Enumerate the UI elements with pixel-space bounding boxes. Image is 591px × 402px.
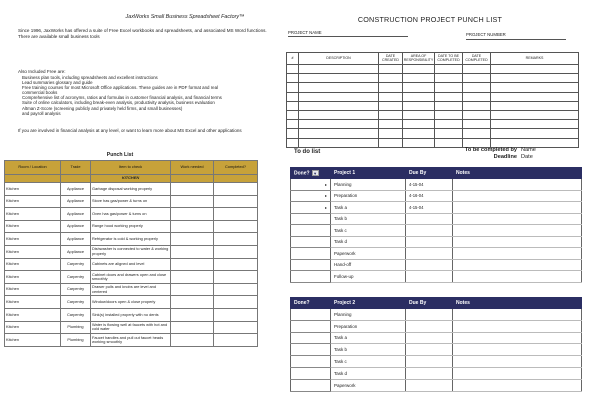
cell[interactable] [299, 65, 379, 74]
header-room-location: Room / Location [5, 161, 61, 175]
due-cell[interactable] [406, 248, 453, 260]
construction-title: CONSTRUCTION PROJECT PUNCH LIST [357, 15, 503, 24]
cell[interactable] [299, 120, 379, 129]
list-item [291, 379, 582, 391]
done-cell[interactable] [291, 259, 331, 271]
filter-dropdown-icon[interactable]: ▼ [313, 170, 318, 176]
project-number-field[interactable] [466, 39, 566, 40]
cell-room: Kitchen [5, 233, 61, 246]
punch-list-body [5, 175, 258, 347]
cell-completed[interactable] [214, 245, 258, 258]
cell-completed[interactable] [214, 258, 258, 271]
construction-body [287, 65, 579, 148]
header-done[interactable] [291, 168, 331, 179]
done-cell[interactable] [291, 179, 331, 191]
completed-by-value[interactable]: Name [521, 147, 536, 153]
section-spacer [5, 175, 61, 183]
cell-trade: Appliance [61, 195, 91, 208]
cell-room: Kitchen [5, 321, 61, 334]
done-cell[interactable] [291, 367, 331, 379]
free-item: commercial books [22, 90, 58, 96]
free-item: Comprehensive list of acronyms, ratios and formulas in customer financial analysis, and financial terms [22, 95, 222, 101]
list-item [291, 320, 582, 332]
cell-work-needed[interactable] [171, 308, 214, 321]
header-done: Done? [291, 298, 331, 309]
table-row [287, 129, 579, 138]
cell[interactable] [403, 83, 435, 92]
cell[interactable] [287, 65, 299, 74]
cell[interactable] [403, 92, 435, 101]
cell[interactable] [435, 101, 463, 110]
cell[interactable] [379, 74, 403, 83]
due-cell[interactable] [406, 356, 453, 368]
cell-item: Range hood working properly [91, 220, 171, 233]
cell[interactable] [491, 138, 579, 147]
header-due-by: Due By [406, 168, 453, 179]
task-cell: Task a [331, 332, 406, 344]
due-cell[interactable] [406, 344, 453, 356]
free-item: and payroll analysis [22, 110, 61, 116]
cell-work-needed[interactable] [171, 220, 214, 233]
table-row [287, 65, 579, 74]
header-number: # [287, 53, 299, 65]
task-cell: Task c [331, 225, 406, 237]
cell-trade: Carpentry [61, 283, 91, 296]
notes-cell[interactable] [453, 367, 582, 379]
header-date-completed: DATE COMPLETED [463, 53, 491, 65]
cell[interactable] [379, 101, 403, 110]
done-cell[interactable] [291, 213, 331, 225]
cell[interactable] [379, 129, 403, 138]
cell[interactable] [463, 138, 491, 147]
cell-item: Window/doors open & close properly [91, 296, 171, 309]
section-spacer [61, 175, 91, 183]
cell[interactable] [435, 138, 463, 147]
task-cell: Task a [331, 202, 406, 214]
cell-room: Kitchen [5, 195, 61, 208]
task-cell: Task c [331, 356, 406, 368]
todo-title: To do list [294, 149, 321, 155]
cell-room: Kitchen [5, 296, 61, 309]
table-row [5, 271, 258, 284]
punch-list-table [4, 160, 258, 347]
notes-cell[interactable] [453, 236, 582, 248]
cell[interactable] [491, 101, 579, 110]
cell[interactable] [463, 74, 491, 83]
table-row [5, 195, 258, 208]
punch-list-title: Punch List [106, 152, 134, 158]
done-cell[interactable] [291, 379, 331, 391]
cell-work-needed[interactable] [171, 296, 214, 309]
header-trade: Trade [61, 161, 91, 175]
cell[interactable] [435, 92, 463, 101]
intro-title: JaxWorks Small Business Spreadsheet Factory™ [125, 14, 245, 20]
notes-cell[interactable] [453, 259, 582, 271]
cell-item: Oven has gas/power & turns on [91, 208, 171, 221]
header-date-to-be-completed: DATE TO BE COMPLETED [435, 53, 463, 65]
task-cell: Follow-up [331, 271, 406, 283]
cell-trade: Carpentry [61, 308, 91, 321]
cell-item: Dishwasher is connected to water & working properly [91, 245, 171, 258]
cell-completed[interactable] [214, 271, 258, 284]
cell[interactable] [435, 110, 463, 119]
list-item [291, 225, 582, 237]
cell-item: Cabinet doors and drawers open and close smoothly [91, 271, 171, 284]
done-cell[interactable] [291, 190, 331, 202]
list-item [291, 259, 582, 271]
section-label: KITCHEN [91, 175, 171, 183]
table-row [287, 110, 579, 119]
cell[interactable] [463, 65, 491, 74]
notes-cell[interactable] [453, 179, 582, 191]
free-items-list [22, 75, 272, 116]
cell[interactable] [379, 120, 403, 129]
done-cell[interactable] [291, 248, 331, 260]
cell-item: Sink(s) installed properly with no dents [91, 308, 171, 321]
cell-item: Water is flowing well at faucets with hot and cold water [91, 321, 171, 334]
task-cell: Planning [331, 309, 406, 321]
cell-trade: Plumbing [61, 334, 91, 347]
header-project: Project 2 [331, 298, 406, 309]
task-cell: Paperwork [331, 379, 406, 391]
cell-item: Refrigerator is cold & working properly [91, 233, 171, 246]
cell-work-needed[interactable] [171, 334, 214, 347]
task-cell: Task d [331, 367, 406, 379]
table-row [287, 83, 579, 92]
due-cell[interactable] [406, 379, 453, 391]
cell-completed[interactable] [214, 183, 258, 196]
cell-completed[interactable] [214, 296, 258, 309]
done-cell[interactable] [291, 344, 331, 356]
notes-cell[interactable] [453, 309, 582, 321]
table-row [5, 208, 258, 221]
cell[interactable] [299, 129, 379, 138]
cell-completed[interactable] [214, 195, 258, 208]
cell[interactable] [403, 65, 435, 74]
notes-cell[interactable] [453, 202, 582, 214]
cell[interactable] [403, 74, 435, 83]
cell-work-needed[interactable] [171, 233, 214, 246]
cell[interactable] [435, 74, 463, 83]
done-cell[interactable] [291, 320, 331, 332]
done-cell[interactable] [291, 271, 331, 283]
cell-item: Cabinets are aligned and level [91, 258, 171, 271]
cell[interactable] [403, 101, 435, 110]
todo-body-project-2 [291, 309, 582, 392]
cell[interactable] [379, 138, 403, 147]
header-remarks: REMARKS [491, 53, 579, 65]
table-row [287, 74, 579, 83]
cell-room: Kitchen [5, 220, 61, 233]
cell[interactable] [463, 101, 491, 110]
notes-cell[interactable] [453, 379, 582, 391]
header-description: DESCRIPTION [299, 53, 379, 65]
notes-cell[interactable] [453, 213, 582, 225]
cell[interactable] [287, 92, 299, 101]
due-cell[interactable] [406, 367, 453, 379]
table-row [287, 120, 579, 129]
cell-work-needed[interactable] [171, 208, 214, 221]
cell-completed[interactable] [214, 308, 258, 321]
cell-completed[interactable] [214, 220, 258, 233]
due-cell[interactable]: 4-16-04 [406, 190, 453, 202]
cell-work-needed[interactable] [171, 321, 214, 334]
free-item: Altman Z-Score (screening publicly and privately held firms, and small businesses) [22, 105, 183, 111]
list-item [291, 356, 582, 368]
cell[interactable] [491, 83, 579, 92]
cell[interactable] [287, 120, 299, 129]
list-item [291, 213, 582, 225]
cell[interactable] [287, 110, 299, 119]
cell[interactable] [379, 110, 403, 119]
deadline-value[interactable]: Date [521, 154, 533, 160]
header-notes: Notes [453, 298, 582, 309]
table-row [5, 220, 258, 233]
row-marker-icon: ▸ [324, 181, 327, 187]
notes-cell[interactable] [453, 344, 582, 356]
cell-work-needed[interactable] [171, 183, 214, 196]
project-name-label: PROJECT NAME [288, 30, 322, 35]
notes-cell[interactable] [453, 332, 582, 344]
cell-completed[interactable] [214, 233, 258, 246]
cell[interactable] [463, 110, 491, 119]
free-item: Business plan tools, including spreadsheets and excellent instructions [22, 75, 158, 80]
todo-header-row [291, 168, 582, 179]
due-cell[interactable] [406, 259, 453, 271]
due-cell[interactable]: 4-15-04 [406, 179, 453, 191]
cell[interactable] [299, 110, 379, 119]
done-cell[interactable] [291, 225, 331, 237]
table-row [5, 308, 258, 321]
cell[interactable] [379, 92, 403, 101]
table-row [287, 101, 579, 110]
task-cell: Task d [331, 236, 406, 248]
notes-cell[interactable] [453, 248, 582, 260]
header-done-label: Done? [294, 170, 310, 177]
task-cell: Task b [331, 213, 406, 225]
cell[interactable] [299, 101, 379, 110]
completed-by-label: To be completed by [464, 147, 517, 153]
cell[interactable] [403, 138, 435, 147]
list-item [291, 309, 582, 321]
deadline-label: Deadline [493, 154, 517, 160]
cell[interactable] [435, 65, 463, 74]
cell[interactable] [463, 129, 491, 138]
cell-item: Drawer pulls and knobs are level and centered [91, 283, 171, 296]
done-cell[interactable] [291, 356, 331, 368]
cell-room: Kitchen [5, 308, 61, 321]
section-row-kitchen [5, 175, 258, 183]
table-row [5, 233, 258, 246]
cell[interactable] [491, 110, 579, 119]
list-item [291, 271, 582, 283]
free-item: Free training courses for most Microsoft Office applications. These guides are in PDF format and real [22, 85, 219, 91]
cell[interactable] [379, 65, 403, 74]
cell-trade: Appliance [61, 208, 91, 221]
project-name-field[interactable] [288, 36, 408, 37]
section-spacer [171, 175, 214, 183]
cell[interactable] [287, 138, 299, 147]
cell[interactable] [403, 120, 435, 129]
cell-trade: Appliance [61, 245, 91, 258]
cell-trade: Appliance [61, 183, 91, 196]
list-item [291, 179, 582, 191]
project-number-label: PROJECT NUMBER [466, 32, 506, 37]
header-completed: Completed? [214, 161, 258, 175]
header-item-to-check: Item to check [91, 161, 171, 175]
cell[interactable] [463, 83, 491, 92]
header-due-by: Due By [406, 298, 453, 309]
cell-item: Faucet handles and pull out faucet heads working smoothly [91, 334, 171, 347]
table-row [5, 321, 258, 334]
task-cell: Paperwork [331, 248, 406, 260]
cell-room: Kitchen [5, 258, 61, 271]
todo-header-row [291, 298, 582, 309]
cell-completed[interactable] [214, 334, 258, 347]
due-cell[interactable] [406, 236, 453, 248]
cell-trade: Plumbing [61, 321, 91, 334]
todo-table-project-1 [290, 167, 582, 283]
header-date-created: DATE CREATED [379, 53, 403, 65]
done-cell[interactable] [291, 236, 331, 248]
table-row [5, 245, 258, 258]
cell-completed[interactable] [214, 208, 258, 221]
cell[interactable] [435, 129, 463, 138]
cell-work-needed[interactable] [171, 271, 214, 284]
notes-cell[interactable] [453, 320, 582, 332]
cell[interactable] [299, 74, 379, 83]
cell-room: Kitchen [5, 334, 61, 347]
table-row [5, 183, 258, 196]
table-row [5, 283, 258, 296]
list-item [291, 236, 582, 248]
due-cell[interactable] [406, 225, 453, 237]
cell-room: Kitchen [5, 245, 61, 258]
table-row [5, 296, 258, 309]
cell[interactable] [287, 101, 299, 110]
cell-work-needed[interactable] [171, 258, 214, 271]
intro-paragraph: Since 1996, JaxWorks has offered a suite of Free Excel workbooks and spreadsheets, and associated MS Word functions. There are available small business tools [18, 28, 267, 39]
cell-trade: Carpentry [61, 258, 91, 271]
due-cell[interactable]: 4-15-04 [406, 202, 453, 214]
cell[interactable] [299, 83, 379, 92]
header-work-needed: Work needed [171, 161, 214, 175]
cell[interactable] [491, 120, 579, 129]
list-item [291, 344, 582, 356]
cell[interactable] [435, 83, 463, 92]
due-cell[interactable] [406, 309, 453, 321]
todo-body-project-1 [291, 179, 582, 283]
cell-room: Kitchen [5, 208, 61, 221]
cell[interactable] [299, 92, 379, 101]
header-project: Project 1 [331, 168, 406, 179]
cell-item: Garbage disposal working properly [91, 183, 171, 196]
cell[interactable] [287, 83, 299, 92]
section-spacer [214, 175, 258, 183]
notes-cell[interactable] [453, 225, 582, 237]
cell-item: Stove has gas/power & turns on [91, 195, 171, 208]
list-item [291, 190, 582, 202]
row-marker-icon: ▸ [324, 204, 327, 210]
table-row [5, 258, 258, 271]
cell[interactable] [463, 92, 491, 101]
cell[interactable] [403, 110, 435, 119]
cell-room: Kitchen [5, 271, 61, 284]
cell-trade: Carpentry [61, 271, 91, 284]
cell-trade: Carpentry [61, 296, 91, 309]
done-cell[interactable] [291, 309, 331, 321]
cell-work-needed[interactable] [171, 283, 214, 296]
construction-table [286, 52, 579, 148]
cell[interactable] [287, 74, 299, 83]
notes-cell[interactable] [453, 271, 582, 283]
row-marker-icon: ▸ [324, 193, 327, 199]
task-cell: Task b [331, 344, 406, 356]
punch-header-row [5, 161, 258, 175]
done-cell[interactable] [291, 332, 331, 344]
intro-footer: If you are involved in financial analysis at any level, or want to learn more about MS Excel and other applications [18, 128, 242, 133]
cell-completed[interactable] [214, 321, 258, 334]
free-items-heading: Also Included Free are: [18, 69, 66, 74]
notes-cell[interactable] [453, 190, 582, 202]
task-cell: Preparation [331, 320, 406, 332]
due-cell[interactable] [406, 320, 453, 332]
due-cell[interactable] [406, 213, 453, 225]
task-cell: Hand-off [331, 259, 406, 271]
header-notes: Notes [453, 168, 582, 179]
table-row [5, 334, 258, 347]
done-cell[interactable] [291, 202, 331, 214]
construction-header-row [287, 53, 579, 65]
cell[interactable] [287, 129, 299, 138]
cell-work-needed[interactable] [171, 195, 214, 208]
free-item: Suite of online calculators, including break-even analysis, productivity analysis, business evaluation [22, 100, 215, 106]
cell[interactable] [491, 92, 579, 101]
todo-table-project-2 [290, 297, 582, 392]
cell[interactable] [299, 138, 379, 147]
cell[interactable] [463, 120, 491, 129]
cell-room: Kitchen [5, 183, 61, 196]
cell[interactable] [403, 129, 435, 138]
cell-work-needed[interactable] [171, 245, 214, 258]
list-item [291, 248, 582, 260]
cell-trade: Appliance [61, 233, 91, 246]
cell[interactable] [435, 120, 463, 129]
list-item [291, 367, 582, 379]
cell[interactable] [491, 65, 579, 74]
list-item [291, 202, 582, 214]
cell-trade: Appliance [61, 220, 91, 233]
cell[interactable] [379, 83, 403, 92]
table-row [287, 92, 579, 101]
cell[interactable] [491, 74, 579, 83]
due-cell[interactable] [406, 332, 453, 344]
header-area-of-responsibility: AREA OF RESPONSIBILITY [403, 53, 435, 65]
cell-completed[interactable] [214, 283, 258, 296]
table-row [287, 138, 579, 147]
notes-cell[interactable] [453, 356, 582, 368]
task-cell: Planning [331, 179, 406, 191]
cell[interactable] [491, 129, 579, 138]
free-item: Lead summaries glossary and guide [22, 80, 93, 86]
list-item [291, 332, 582, 344]
due-cell[interactable] [406, 271, 453, 283]
cell-room: Kitchen [5, 283, 61, 296]
task-cell: Preparation [331, 190, 406, 202]
